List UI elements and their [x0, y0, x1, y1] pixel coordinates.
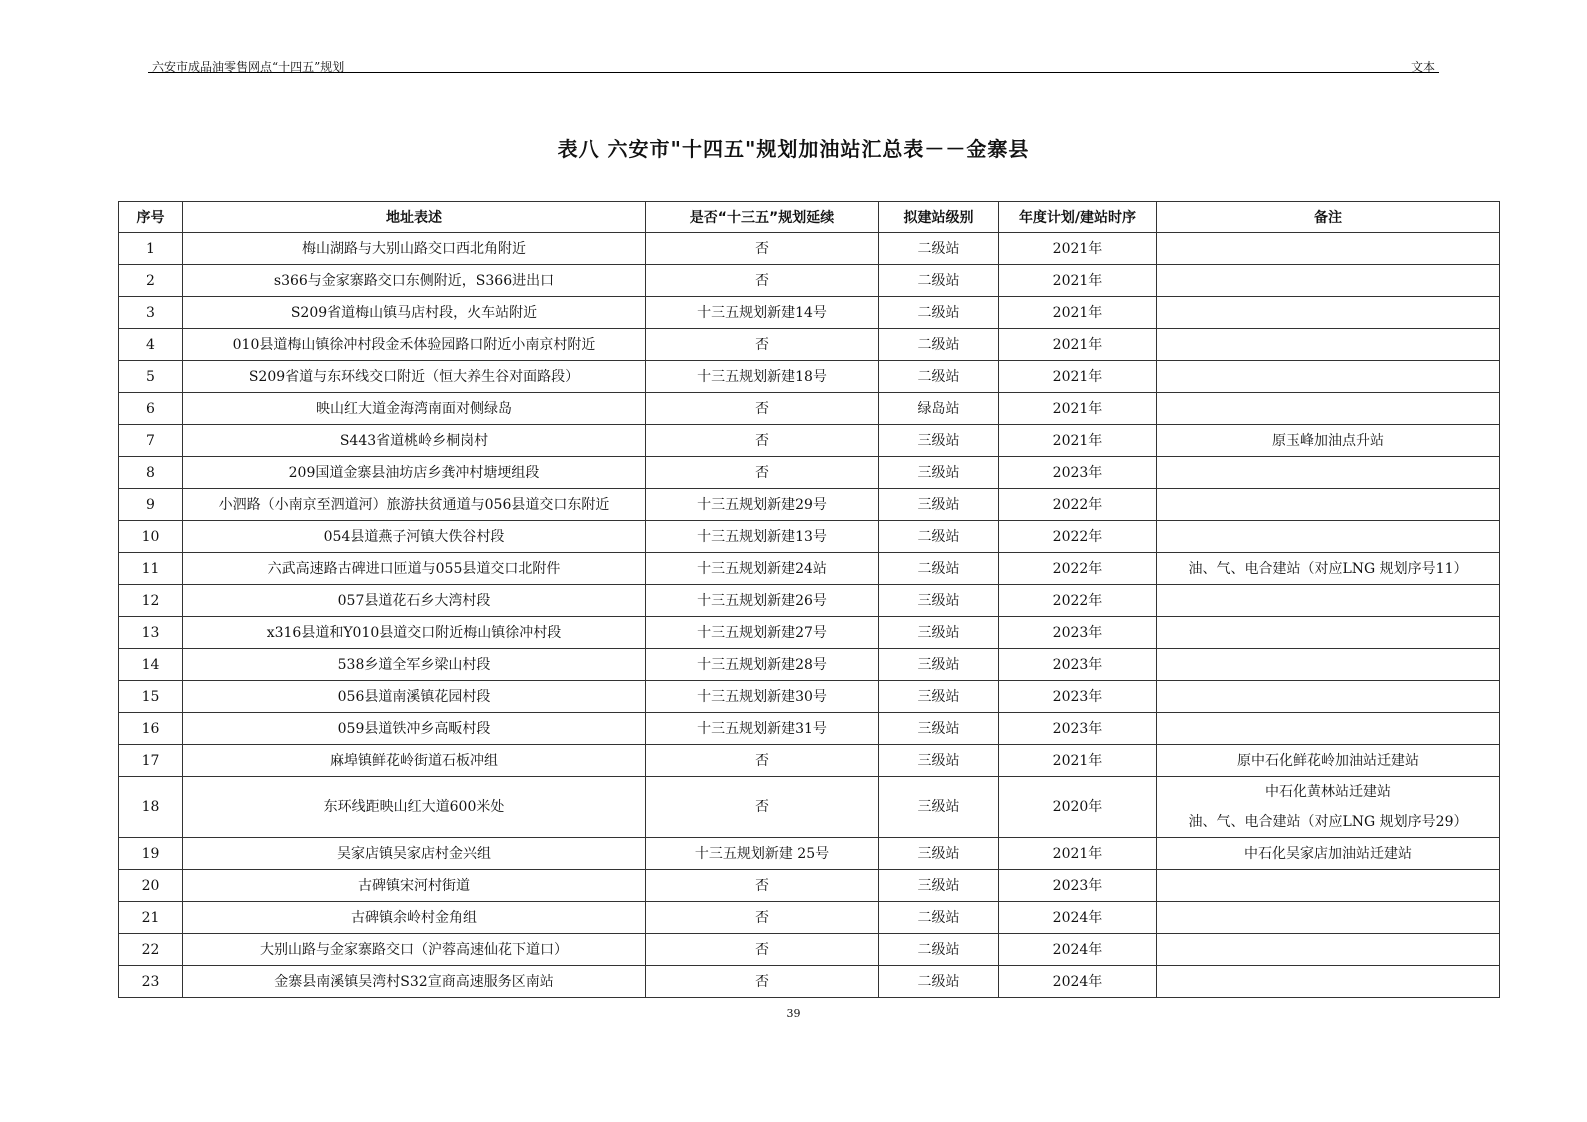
- running-header-section: 文本: [1410, 60, 1435, 74]
- cell-address: 六武高速路古碑进口匝道与055县道交口北附件: [183, 553, 646, 585]
- cell-continuation: 否: [646, 870, 879, 902]
- cell-index: 4: [119, 329, 183, 361]
- table-row: [119, 393, 1500, 425]
- table-row: [119, 713, 1500, 745]
- cell-station-level: 三级站: [879, 838, 999, 870]
- running-header-title: 六安市成品油零售网点“十四五”规划: [152, 60, 345, 74]
- cell-station-level: 三级站: [879, 585, 999, 617]
- cell-address: 057县道花石乡大湾村段: [183, 585, 646, 617]
- cell-year-plan: 2020年: [999, 777, 1157, 838]
- cell-remarks: [1157, 393, 1500, 425]
- column-header-address: 地址表述: [183, 202, 646, 233]
- table-row: [119, 297, 1500, 329]
- cell-remarks: 油、气、电合建站（对应LNG 规划序号11）: [1157, 553, 1500, 585]
- cell-station-level: 三级站: [879, 681, 999, 713]
- cell-year-plan: 2023年: [999, 649, 1157, 681]
- table-row: [119, 585, 1500, 617]
- cell-index: 18: [119, 777, 183, 838]
- cell-station-level: 二级站: [879, 265, 999, 297]
- cell-index: 15: [119, 681, 183, 713]
- cell-remarks: [1157, 361, 1500, 393]
- column-header-station-level: 拟建站级别: [879, 202, 999, 233]
- table-row: [119, 329, 1500, 361]
- cell-station-level: 二级站: [879, 233, 999, 265]
- cell-address: 映山红大道金海湾南面对侧绿岛: [183, 393, 646, 425]
- cell-address: s366与金家寨路交口东侧附近，S366进出口: [183, 265, 646, 297]
- cell-station-level: 三级站: [879, 617, 999, 649]
- cell-continuation: 否: [646, 457, 879, 489]
- cell-station-level: 二级站: [879, 966, 999, 998]
- cell-continuation: 否: [646, 233, 879, 265]
- table-row: [119, 966, 1500, 998]
- cell-remarks: [1157, 265, 1500, 297]
- cell-year-plan: 2023年: [999, 713, 1157, 745]
- cell-index: 2: [119, 265, 183, 297]
- cell-address: 古碑镇余岭村金角组: [183, 902, 646, 934]
- cell-remarks: [1157, 870, 1500, 902]
- cell-address: S209省道与东环线交口附近（恒大养生谷对面路段）: [183, 361, 646, 393]
- cell-station-level: 三级站: [879, 649, 999, 681]
- cell-continuation: 十三五规划新建 25号: [646, 838, 879, 870]
- cell-year-plan: 2023年: [999, 617, 1157, 649]
- table-row: [119, 777, 1500, 838]
- cell-station-level: 三级站: [879, 870, 999, 902]
- cell-remarks: [1157, 457, 1500, 489]
- cell-remarks: [1157, 489, 1500, 521]
- cell-continuation: 十三五规划新建27号: [646, 617, 879, 649]
- cell-remarks: [1157, 521, 1500, 553]
- cell-index: 12: [119, 585, 183, 617]
- column-header-year-plan: 年度计划/建站时序: [999, 202, 1157, 233]
- cell-address: 麻埠镇鲜花岭街道石板冲组: [183, 745, 646, 777]
- cell-address: 054县道燕子河镇大佚谷村段: [183, 521, 646, 553]
- cell-year-plan: 2022年: [999, 553, 1157, 585]
- cell-continuation: 否: [646, 777, 879, 838]
- table-row: [119, 934, 1500, 966]
- table-row: [119, 870, 1500, 902]
- cell-address: 吴家店镇吴家店村金兴组: [183, 838, 646, 870]
- table-row: [119, 838, 1500, 870]
- table-row: [119, 681, 1500, 713]
- table-row: [119, 553, 1500, 585]
- table-row: [119, 457, 1500, 489]
- cell-remarks: [1157, 233, 1500, 265]
- table-row: [119, 521, 1500, 553]
- table-header-row: [119, 202, 1500, 233]
- cell-address: 059县道铁冲乡高畈村段: [183, 713, 646, 745]
- cell-station-level: 三级站: [879, 713, 999, 745]
- cell-year-plan: 2021年: [999, 838, 1157, 870]
- table-row: [119, 745, 1500, 777]
- cell-continuation: 十三五规划新建14号: [646, 297, 879, 329]
- cell-year-plan: 2024年: [999, 934, 1157, 966]
- cell-continuation: 十三五规划新建31号: [646, 713, 879, 745]
- cell-year-plan: 2023年: [999, 681, 1157, 713]
- cell-year-plan: 2023年: [999, 870, 1157, 902]
- table-row: [119, 649, 1500, 681]
- header-divider: [148, 72, 1439, 73]
- cell-address: 209国道金寨县油坊店乡龚冲村塘埂组段: [183, 457, 646, 489]
- cell-address: 538乡道全军乡梁山村段: [183, 649, 646, 681]
- cell-continuation: 否: [646, 745, 879, 777]
- cell-year-plan: 2022年: [999, 585, 1157, 617]
- cell-index: 8: [119, 457, 183, 489]
- cell-continuation: 否: [646, 265, 879, 297]
- cell-remarks: 中石化吴家店加油站迁建站: [1157, 838, 1500, 870]
- cell-continuation: 否: [646, 934, 879, 966]
- cell-station-level: 二级站: [879, 521, 999, 553]
- cell-address: 金寨县南溪镇吴湾村S32宣商高速服务区南站: [183, 966, 646, 998]
- table-row: [119, 902, 1500, 934]
- cell-year-plan: 2022年: [999, 489, 1157, 521]
- cell-remarks: [1157, 585, 1500, 617]
- cell-station-level: 二级站: [879, 361, 999, 393]
- cell-year-plan: 2021年: [999, 233, 1157, 265]
- cell-continuation: 否: [646, 329, 879, 361]
- cell-year-plan: 2021年: [999, 425, 1157, 457]
- cell-remarks: [1157, 329, 1500, 361]
- cell-continuation: 十三五规划新建30号: [646, 681, 879, 713]
- cell-continuation: 否: [646, 902, 879, 934]
- cell-index: 10: [119, 521, 183, 553]
- cell-year-plan: 2021年: [999, 297, 1157, 329]
- table-body: [119, 233, 1500, 998]
- cell-remarks: 原中石化鲜花岭加油站迁建站: [1157, 745, 1500, 777]
- cell-continuation: 十三五规划新建28号: [646, 649, 879, 681]
- cell-index: 5: [119, 361, 183, 393]
- table-row: [119, 265, 1500, 297]
- cell-remarks: [1157, 297, 1500, 329]
- cell-year-plan: 2023年: [999, 457, 1157, 489]
- cell-index: 11: [119, 553, 183, 585]
- cell-station-level: 三级站: [879, 745, 999, 777]
- cell-continuation: 十三五规划新建26号: [646, 585, 879, 617]
- cell-station-level: 二级站: [879, 902, 999, 934]
- cell-index: 1: [119, 233, 183, 265]
- cell-address: S443省道桃岭乡桐岗村: [183, 425, 646, 457]
- cell-index: 14: [119, 649, 183, 681]
- table-row: [119, 489, 1500, 521]
- column-header-index: 序号: [119, 202, 183, 233]
- gas-station-summary-table: [118, 201, 1500, 998]
- cell-year-plan: 2024年: [999, 966, 1157, 998]
- cell-index: 3: [119, 297, 183, 329]
- cell-continuation: 十三五规划新建24站: [646, 553, 879, 585]
- cell-address: x316县道和Y010县道交口附近梅山镇徐冲村段: [183, 617, 646, 649]
- cell-year-plan: 2021年: [999, 329, 1157, 361]
- cell-remarks: 原玉峰加油点升站: [1157, 425, 1500, 457]
- cell-remarks: [1157, 649, 1500, 681]
- cell-index: 23: [119, 966, 183, 998]
- cell-address: 小泗路（小南京至泗道河）旅游扶贫通道与056县道交口东附近: [183, 489, 646, 521]
- table-row: [119, 233, 1500, 265]
- cell-address: 010县道梅山镇徐冲村段金禾体验园路口附近小南京村附近: [183, 329, 646, 361]
- cell-continuation: 十三五规划新建13号: [646, 521, 879, 553]
- cell-index: 17: [119, 745, 183, 777]
- cell-station-level: 二级站: [879, 329, 999, 361]
- cell-index: 21: [119, 902, 183, 934]
- table-title: 表八 六安市"十四五"规划加油站汇总表－－金寨县: [557, 137, 1030, 161]
- cell-continuation: 否: [646, 425, 879, 457]
- cell-station-level: 二级站: [879, 297, 999, 329]
- page-number: 39: [786, 1007, 801, 1020]
- cell-year-plan: 2024年: [999, 902, 1157, 934]
- cell-station-level: 二级站: [879, 934, 999, 966]
- cell-address: 梅山湖路与大别山路交口西北角附近: [183, 233, 646, 265]
- column-header-continuation: 是否“十三五”规划延续: [646, 202, 879, 233]
- column-header-remarks: 备注: [1157, 202, 1500, 233]
- cell-index: 7: [119, 425, 183, 457]
- cell-year-plan: 2021年: [999, 265, 1157, 297]
- cell-year-plan: 2021年: [999, 745, 1157, 777]
- cell-continuation: 十三五规划新建18号: [646, 361, 879, 393]
- cell-address: 056县道南溪镇花园村段: [183, 681, 646, 713]
- cell-address: 大别山路与金家寨路交口（沪蓉高速仙花下道口）: [183, 934, 646, 966]
- cell-remarks: [1157, 617, 1500, 649]
- cell-station-level: 二级站: [879, 553, 999, 585]
- table-row: [119, 617, 1500, 649]
- cell-index: 13: [119, 617, 183, 649]
- table-row: [119, 361, 1500, 393]
- cell-continuation: 否: [646, 393, 879, 425]
- cell-remarks: [1157, 902, 1500, 934]
- cell-index: 19: [119, 838, 183, 870]
- cell-index: 16: [119, 713, 183, 745]
- cell-index: 22: [119, 934, 183, 966]
- table-row: [119, 425, 1500, 457]
- cell-remarks: [1157, 713, 1500, 745]
- cell-station-level: 三级站: [879, 425, 999, 457]
- cell-continuation: 十三五规划新建29号: [646, 489, 879, 521]
- cell-station-level: 三级站: [879, 457, 999, 489]
- cell-index: 9: [119, 489, 183, 521]
- cell-remarks: 中石化黄林站迁建站 油、气、电合建站（对应LNG 规划序号29）: [1157, 777, 1500, 838]
- cell-address: 古碑镇宋河村街道: [183, 870, 646, 902]
- cell-year-plan: 2021年: [999, 393, 1157, 425]
- cell-address: 东环线距映山红大道600米处: [183, 777, 646, 838]
- cell-remarks: [1157, 934, 1500, 966]
- cell-index: 6: [119, 393, 183, 425]
- cell-remarks: [1157, 966, 1500, 998]
- cell-year-plan: 2021年: [999, 361, 1157, 393]
- cell-station-level: 绿岛站: [879, 393, 999, 425]
- cell-continuation: 否: [646, 966, 879, 998]
- cell-remarks: [1157, 681, 1500, 713]
- cell-address: S209省道梅山镇马店村段，火车站附近: [183, 297, 646, 329]
- cell-station-level: 三级站: [879, 489, 999, 521]
- cell-index: 20: [119, 870, 183, 902]
- cell-station-level: 三级站: [879, 777, 999, 838]
- cell-year-plan: 2022年: [999, 521, 1157, 553]
